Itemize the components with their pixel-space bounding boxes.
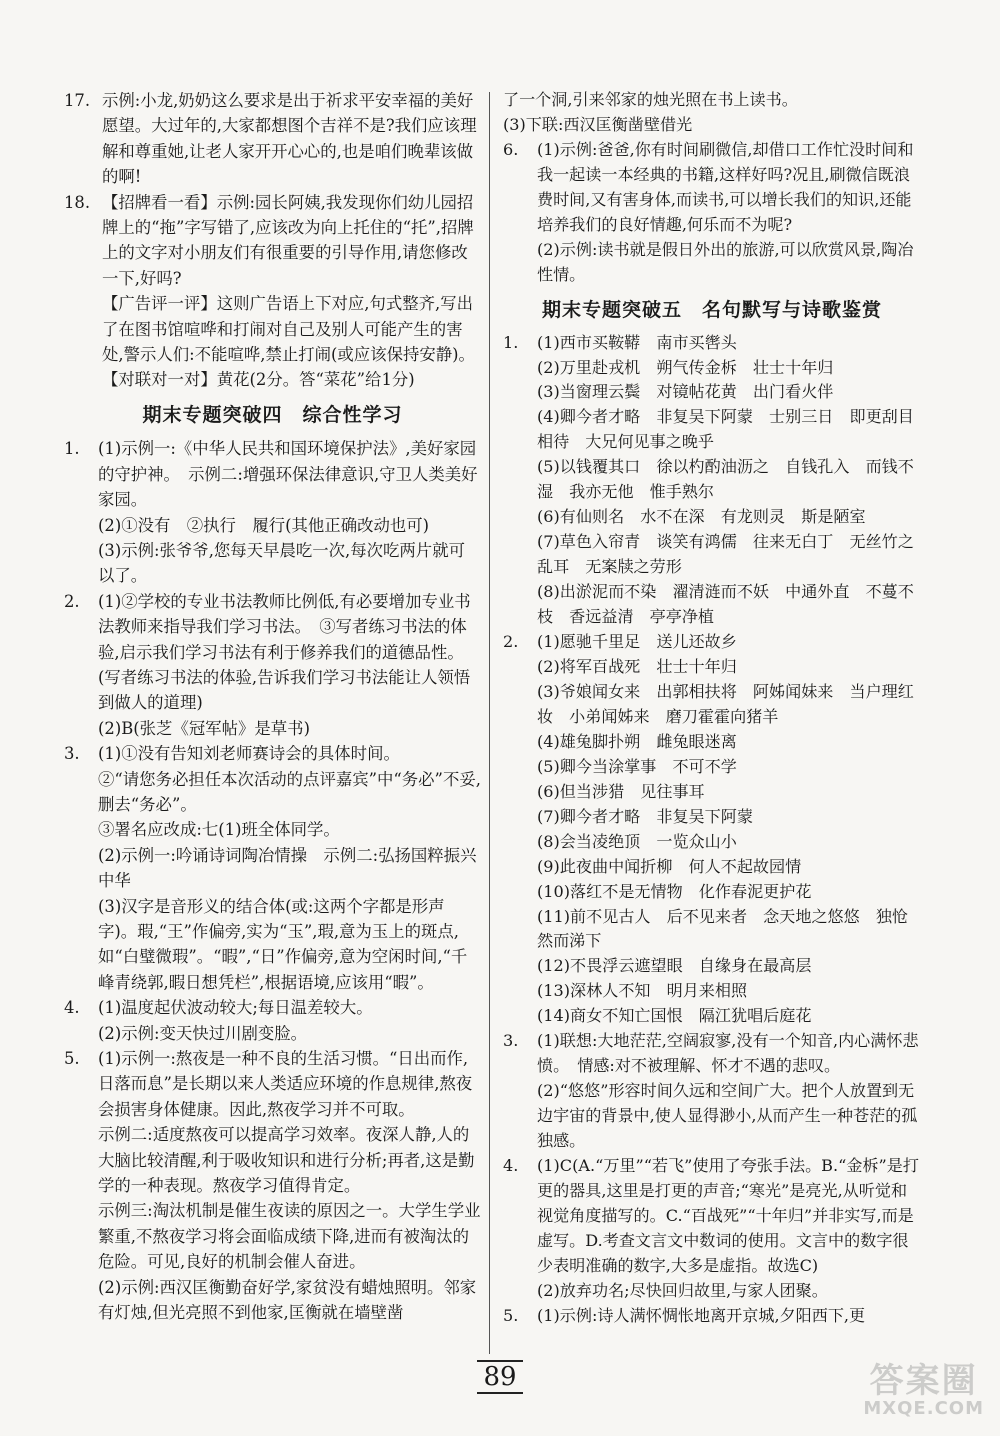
answer-line: (2)万里赴戎机 朔气传金柝 壮士十年归 — [537, 357, 834, 377]
answer-line: (3)爷娘闻女来 出郭相扶将 阿姊闻妹来 当户理红妆 小弟闻姊来 磨刀霍霍向猪羊 — [537, 681, 914, 726]
answer-line: (14)商女不知亡国恨 隔江犹唱后庭花 — [537, 1006, 812, 1026]
answer-line: (1)示例:诗人满怀惆怅地离开京城,夕阳西下,更 — [537, 1305, 866, 1325]
answer-line: (2)放弃功名;尽快回归故里,与家人团聚。 — [537, 1280, 828, 1300]
answer-line: 【对联对一对】黄花(2分。答“菜花”给1分) — [102, 370, 415, 390]
answer-line: (13)深林人不知 明月来相照 — [537, 981, 748, 1001]
answer-body — [537, 1154, 921, 1304]
answer-line: (2)“悠悠”形容时间久远和空间广大。把个人放置到无边宇宙的背景中,使人显得渺小,从而产生一种苍茫的孤独感。 — [537, 1081, 918, 1151]
answer-line: (8)出淤泥而不染 濯清涟而不妖 中通外直 不蔓不枝 香远益清 亭亭净植 — [537, 582, 914, 627]
answer-line: 【招牌看一看】示例:园长阿姨,我发现你们幼儿园招牌上的“拖”字写错了,应该改为向上托住的“托”,招牌上的文字对小朋友们有很重要的引导作用,请您修改一下,好吗? — [102, 192, 474, 288]
answer-line: (4)卿今者才略 非复吴下阿蒙 士别三日 即更刮目相待 大兄何见事之晚乎 — [537, 407, 914, 452]
continued-line: 了一个洞,引来邻家的烛光照在书上读书。 — [503, 90, 798, 109]
answer-body — [102, 190, 481, 393]
answer-item — [503, 138, 921, 288]
answer-line: 示例:小龙,奶奶这么要求是出于祈求平安幸福的美好愿望。大过年的,大家都想图个吉祥不是?我们应该理解和尊重她,让老人家开开心心的,也是咱们晚辈该做的啊! — [102, 91, 477, 187]
answer-item — [64, 1046, 481, 1325]
answer-body — [537, 630, 921, 1029]
answer-item — [64, 190, 481, 393]
answer-line: (4)雄兔脚扑朔 雌兔眼迷离 — [537, 731, 737, 751]
question-number: 3. — [503, 1031, 519, 1051]
question-number: 1. — [503, 332, 519, 352]
answer-line: (2)①没有 ②执行 履行(其他正确改动也可) — [98, 515, 430, 535]
right-column — [503, 88, 921, 1329]
answer-body — [537, 1029, 921, 1154]
answer-line: 示例二:适度熬夜可以提高学习效率。夜深人静,人的大脑比较清醒,利于吸收知识和进行分析;再者,这是勤学的一种表现。熬夜学习值得肯定。 — [98, 1125, 475, 1196]
answer-item — [64, 995, 481, 1046]
answer-item — [503, 630, 921, 1029]
question-number: 4. — [503, 1156, 519, 1176]
answer-line: 【广告评一评】这则广告语上下对应,句式整齐,写出了在图书馆喧哗和打闹对自己及别人可能产生的害处,警示人们:不能喧哗,禁止打闹(或应该保持安静)。 — [102, 294, 475, 365]
answer-line: (2)示例:变天快过川剧变脸。 — [98, 1023, 308, 1043]
answer-line: (1)C(A.“万里”“若飞”使用了夸张手法。B.“金柝”是打更的器具,这里是打更的声音;“寒光”是亮光,从听觉和视觉角度描写的。C.“百战死”“十年归”并非实写,而是虚写。D.考查文言文中数词的使用。文言中的数字很少表明准确的数字,大多是虚指。故选C) — [537, 1156, 919, 1275]
answer-body — [98, 741, 481, 995]
answer-line: (1)示例一:《中华人民共和国环境保护法》,美好家园的守护神。 示例二:增强环保法律意识,守卫人类美好家园。 — [98, 439, 478, 510]
answer-line: (3)汉字是音形义的结合体(或:这两个字都是形声字)。瑕,“王”作偏旁,实为“玉”,瑕,意为玉上的斑点,如“白璧微瑕”。“暇”,“日”作偏旁,意为空闲时间,“千峰青绕郭,暇日想凭栏”,根据语境,应该用“暇”。 — [98, 896, 468, 992]
answer-line: (2)B(张芝《冠军帖》是草书) — [98, 718, 310, 738]
left-column — [64, 88, 481, 1326]
question-number: 17. — [64, 91, 91, 110]
answer-line: (1)愿驰千里足 送儿还故乡 — [537, 632, 737, 652]
answer-body — [102, 88, 481, 190]
question-number: 6. — [503, 139, 519, 159]
section-heading: 期末专题突破四 综合性学习 — [142, 403, 403, 426]
answer-body — [537, 138, 921, 288]
section-heading: 期末专题突破五 名句默写与诗歌鉴赏 — [541, 298, 882, 321]
watermark-logo: 答案圈 — [869, 1360, 978, 1401]
answer-body — [98, 1046, 481, 1325]
page-number-text: 89 — [477, 1360, 522, 1394]
answer-line: (9)此夜曲中闻折柳 何人不起故园情 — [537, 856, 802, 876]
answer-line: (8)会当凌绝顶 一览众山小 — [537, 831, 737, 851]
answer-body — [98, 995, 481, 1046]
answer-line: (7)草色入帘青 谈笑有鸿儒 往来无白丁 无丝竹之乱耳 无案牍之劳形 — [537, 532, 914, 577]
watermark — [863, 1360, 984, 1422]
answer-line: (3)示例:张爷爷,您每天早晨吃一次,每次吃两片就可以了。 — [98, 540, 465, 586]
question-number: 1. — [64, 439, 80, 459]
column-divider — [489, 92, 490, 1354]
answer-item — [64, 88, 481, 190]
answer-line: (7)卿今者才略 非复吴下阿蒙 — [537, 806, 753, 826]
answer-line: (1)①没有告知刘老师赛诗会的具体时间。 — [98, 744, 400, 764]
answer-line: (2)示例:西汉匡衡勤奋好学,家贫没有蜡烛照明。邻家有灯烛,但光亮照不到他家,匡衡就在墙壁凿 — [98, 1277, 477, 1323]
answer-line: (1)温度起伏波动较大;每日温差较大。 — [98, 998, 373, 1018]
answer-body — [537, 1304, 921, 1329]
answer-item — [503, 1304, 921, 1329]
answer-line: (1)西市买鞍鞯 南市买辔头 — [537, 332, 737, 352]
answer-item — [64, 741, 481, 995]
answer-line: (2)示例:读书就是假日外出的旅游,可以欣赏风景,陶冶性情。 — [537, 239, 914, 284]
answer-line: (1)联想:大地茫茫,空阔寂寥,没有一个知音,内心满怀悲愤。 情感:对不被理解、怀才不遇的悲叹。 — [537, 1031, 919, 1076]
answer-line: (2)示例一:吟诵诗词陶冶情操 示例二:弘扬国粹振兴中华 — [98, 845, 477, 891]
answer-item — [503, 331, 921, 630]
answer-line: (6)有仙则名 水不在深 有龙则灵 斯是陋室 — [537, 507, 866, 527]
question-number: 2. — [503, 632, 519, 652]
answer-line: (3)当窗理云鬓 对镜帖花黄 出门看火伴 — [537, 382, 834, 402]
page-number — [0, 1362, 1000, 1392]
answer-item — [64, 589, 481, 741]
answer-line: (6)但当涉猎 见往事耳 — [537, 781, 705, 801]
question-number: 5. — [64, 1049, 80, 1069]
answer-body — [537, 331, 921, 630]
answer-line: (1)示例:爸爸,你有时间刷微信,却借口工作忙没时间和我一起读一本经典的书籍,这样好吗?况且,刷微信既浪费时间,又有害身体,而读书,可以增长我们的知识,还能培养我们的良好情趣,何乐而不为呢? — [537, 139, 914, 234]
answer-item — [64, 436, 481, 588]
watermark-url: MXQE.COM — [863, 1397, 984, 1419]
answer-line: (10)落红不是无情物 化作春泥更护花 — [537, 881, 812, 901]
question-number: 4. — [64, 998, 80, 1018]
answer-line: (12)不畏浮云遮望眼 自缘身在最高层 — [537, 956, 812, 976]
question-number: 18. — [64, 192, 91, 212]
answer-line: (5)以钱覆其口 徐以杓酌油沥之 自钱孔入 而钱不湿 我亦无他 惟手熟尔 — [537, 457, 914, 502]
question-number: 2. — [64, 591, 80, 611]
answer-line: (11)前不见古人 后不见来者 念天地之悠悠 独怆然而涕下 — [537, 906, 909, 951]
answer-body — [98, 589, 481, 741]
question-number: 3. — [64, 744, 80, 764]
answer-line: (2)将军百战死 壮士十年归 — [537, 656, 737, 676]
answer-line: 示例三:淘汰机制是催生夜读的原因之一。大学生学业繁重,不熬夜学习将会面临成绩下降,进而有被淘汰的危险。可见,良好的机制会催人奋进。 — [98, 1201, 481, 1272]
continued-line: (3)下联:西汉匡衡凿壁借光 — [503, 114, 693, 134]
answer-line: ③署名应改成:七(1)班全体同学。 — [98, 820, 340, 840]
answer-line: (1)②学校的专业书法教师比例低,有必要增加专业书法教师来指导我们学习书法。 ③写者练习书法的体验,启示我们学习书法有利于修养我们的道德品性。(写者练习书法的体验,告诉我们学习书法能让人领悟到做人的道理) — [98, 591, 471, 713]
answer-body — [98, 436, 481, 588]
answer-item — [503, 1029, 921, 1154]
answer-line: (1)示例一:熬夜是一种不良的生活习惯。“日出而作,日落而息”是长期以来人类适应环境的作息规律,熬夜会损害身体健康。因此,熬夜学习并不可取。 — [98, 1049, 473, 1119]
answer-line: ②“请您务必担任本次活动的点评嘉宾”中“务必”不妥,删去“务必”。 — [98, 769, 481, 814]
answer-line: (5)卿今当涂掌事 不可不学 — [537, 756, 737, 776]
question-number: 5. — [503, 1305, 519, 1325]
answer-item — [503, 1154, 921, 1304]
